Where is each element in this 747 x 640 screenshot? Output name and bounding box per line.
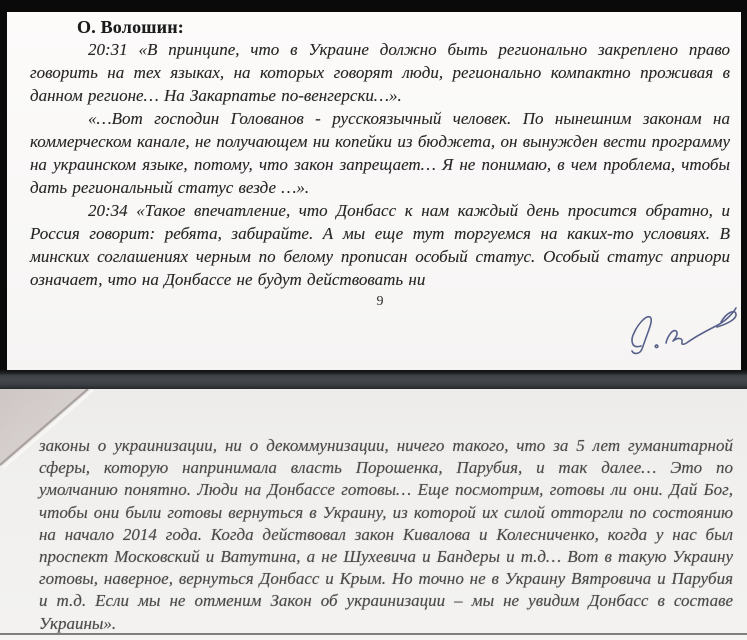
transcript-paragraph: 20:34 «Такое впечатление, что Донбасс к нам каждый день просится обратно, и Россия говорит: ребята, забирайте. А мы еще тут торгуемся на каких-то условиях. В минских соглашениях черным по белому прописан особый статус. Особый статус априори означает, что на Донбассе не будут действовать ни (30, 201, 730, 289)
transcript-paragraph: 20:31 «В принципе, что в Украине должно быть регионально закреплено право говорить на тех языках, на которых говорят люди, регионально компактно проживая в данном регионе… На Закарпатье по-венгерски…». (30, 40, 730, 105)
transcript-paragraph-continued: законы о украинизации, ни о декоммунизации, ничего такого, что за 5 лет гуманитарной сферы, которую напринимала власть Порошенка, Парубия, и так далее… Это по умолчанию понятно. Люди на Донбассе готовы… Еще посмотрим, готовы ли они. Дай Бог, чтобы они были готовы вернуться в Украину, из которой их силой отторгли по состоянию на начало 2014 года. Когда действовал закон Кивалова и Колесниченко, когда у нас был проспект Московский и Ватутина, а не Шухевича и Бандеры и т.д… Вот в такую Украину готовы, наверное, вернуться Донбасс и Крым. Но точно не в Украину Вятровича и Парубия и т.д. Если мы не отменим Закон об украинизации – мы не увидим Донбасс в составе Украины». (39, 436, 733, 633)
speaker-heading: О. Волошин: (77, 17, 185, 37)
page-number: 9 (376, 294, 384, 309)
handwritten-signature-icon (605, 294, 745, 360)
page-divider (0, 370, 747, 389)
transcript-paragraph: «…Вот господин Голованов - русскоязычный человек. По нынешним законам на коммерческом канале, не получающем ни копейки из бюджета, он вынужден вести программу на украинском языке, потому, что закон запрещает… Я не понимаю, в чем проблема, чтобы дать региональный статус везде …». (30, 109, 730, 197)
bottom-edge (0, 633, 747, 640)
bottom-edge-margin (0, 635, 747, 640)
page-2 (0, 389, 747, 640)
